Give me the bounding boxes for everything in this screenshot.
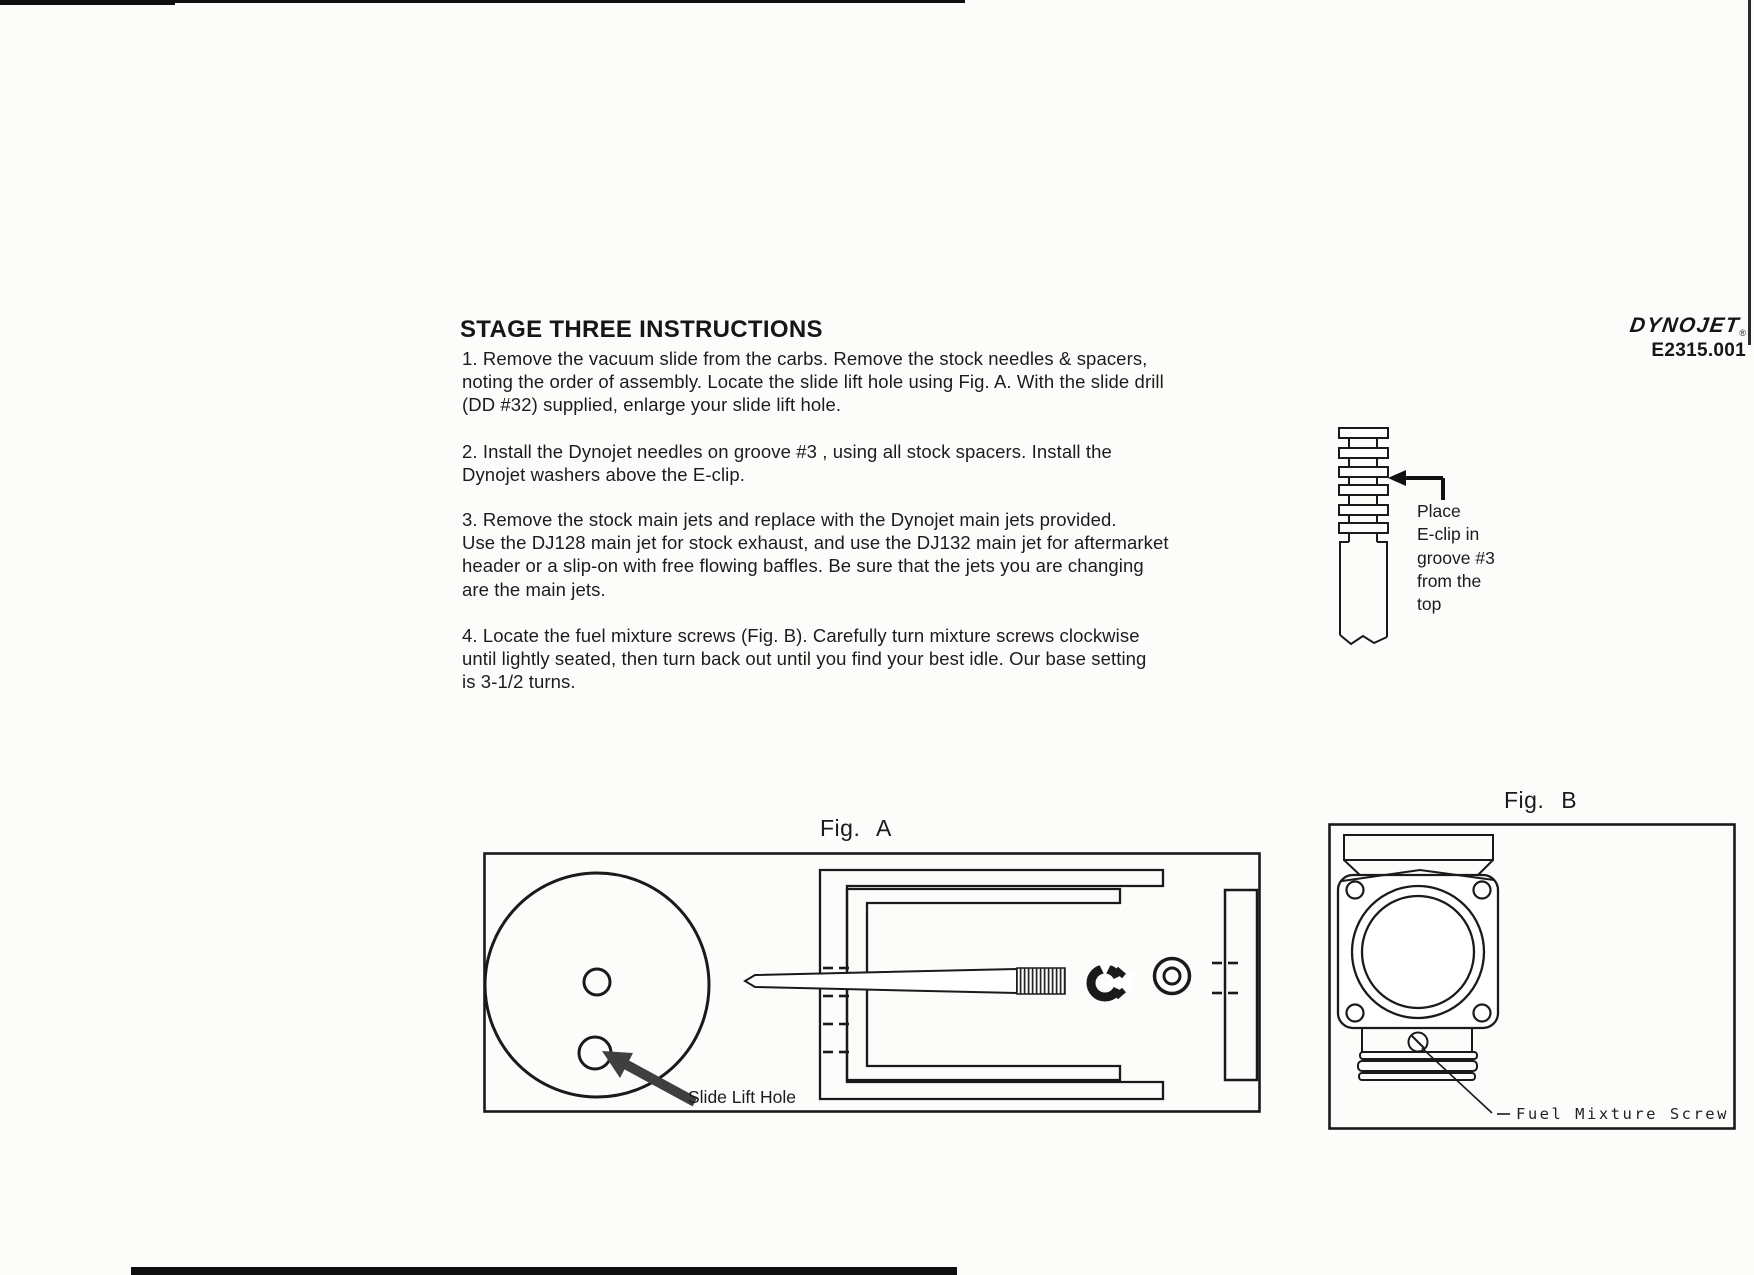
text-line: Place: [1417, 501, 1461, 521]
text-line: noting the order of assembly. Locate the slide lift hole using Fig. A. With the slide drill: [462, 371, 1164, 393]
needle-lower-shaft: [1340, 542, 1387, 644]
text-line: 1. Remove the vacuum slide from the carbs. Remove the stock needles & spacers,: [462, 348, 1148, 369]
instruction-step-3: [462, 508, 1169, 601]
shaft-break-line: [1340, 635, 1387, 644]
text-line: 2. Install the Dynojet needles on groove #3 , using all stock spacers. Install the: [462, 441, 1112, 462]
text-line: are the main jets.: [462, 578, 606, 600]
needle-threads: [1017, 968, 1065, 994]
dynojet-logo-text: DYNOJET: [1628, 314, 1742, 337]
registered-trademark-icon: ®: [1739, 328, 1746, 339]
fig-a-label: Fig. A: [820, 815, 892, 841]
fig-b-diagram: [1328, 823, 1736, 1130]
dynojet-needle: [745, 969, 1017, 993]
text-line: Use the DJ128 main jet for stock exhaust, and use the DJ132 main jet for aftermarket: [462, 532, 1169, 554]
text-line: (DD #32) supplied, enlarge your slide lift hole.: [462, 394, 842, 416]
e-clip-symbol: [1091, 960, 1133, 997]
text-line: Dynojet washers above the E-clip.: [462, 464, 745, 486]
text-line: header or a slip-on with free flowing baffles. Be sure that the jets you are changing: [462, 555, 1144, 577]
text-line: is 3-1/2 turns.: [462, 671, 576, 693]
text-line: top: [1417, 594, 1442, 615]
dynojet-logo: [1540, 314, 1746, 338]
spigot-rings: [1358, 1052, 1477, 1080]
slide-side-view: [1225, 890, 1257, 1080]
text-line: until lightly seated, then turn back out until you find your best idle. Our base setting: [462, 648, 1147, 670]
document-code: E2315.001: [1651, 340, 1746, 362]
fuel-mixture-screw: [1409, 1033, 1428, 1052]
eclip-placement-note: [1417, 500, 1495, 616]
brand-block: [1540, 314, 1746, 362]
scan-artifact-bottom-bar: [131, 1267, 957, 1275]
needle-groove-stack: [1339, 428, 1388, 533]
page-title: STAGE THREE INSTRUCTIONS: [460, 316, 823, 343]
scan-artifact-right-edge: [1748, 0, 1751, 345]
needle-center-hole: [584, 969, 610, 995]
fig-b-label: Fig. B: [1504, 787, 1578, 813]
instruction-step-2: [462, 440, 1112, 486]
text-line: E-clip in: [1417, 524, 1480, 545]
text-line: 4. Locate the fuel mixture screws (Fig. B). Carefully turn mixture screws clockwise: [462, 625, 1140, 646]
scan-artifact-top-left: [0, 0, 175, 5]
washer-symbol: [1155, 959, 1190, 994]
text-line: from the: [1417, 570, 1482, 591]
eclip-pointer-arrow: [1388, 470, 1443, 500]
instruction-step-4: [462, 624, 1146, 694]
instruction-step-1: [462, 347, 1164, 417]
slide-lift-hole-label: Slide Lift Hole: [688, 1087, 796, 1107]
slide-diaphragm-circle: [485, 873, 709, 1097]
fuel-mixture-screw-label: Fuel Mixture Screw: [1516, 1105, 1729, 1123]
text-line: groove #3: [1417, 547, 1495, 568]
text-line: 3. Remove the stock main jets and replace with the Dynojet main jets provided.: [462, 509, 1117, 530]
fig-a-diagram: [483, 852, 1261, 1113]
